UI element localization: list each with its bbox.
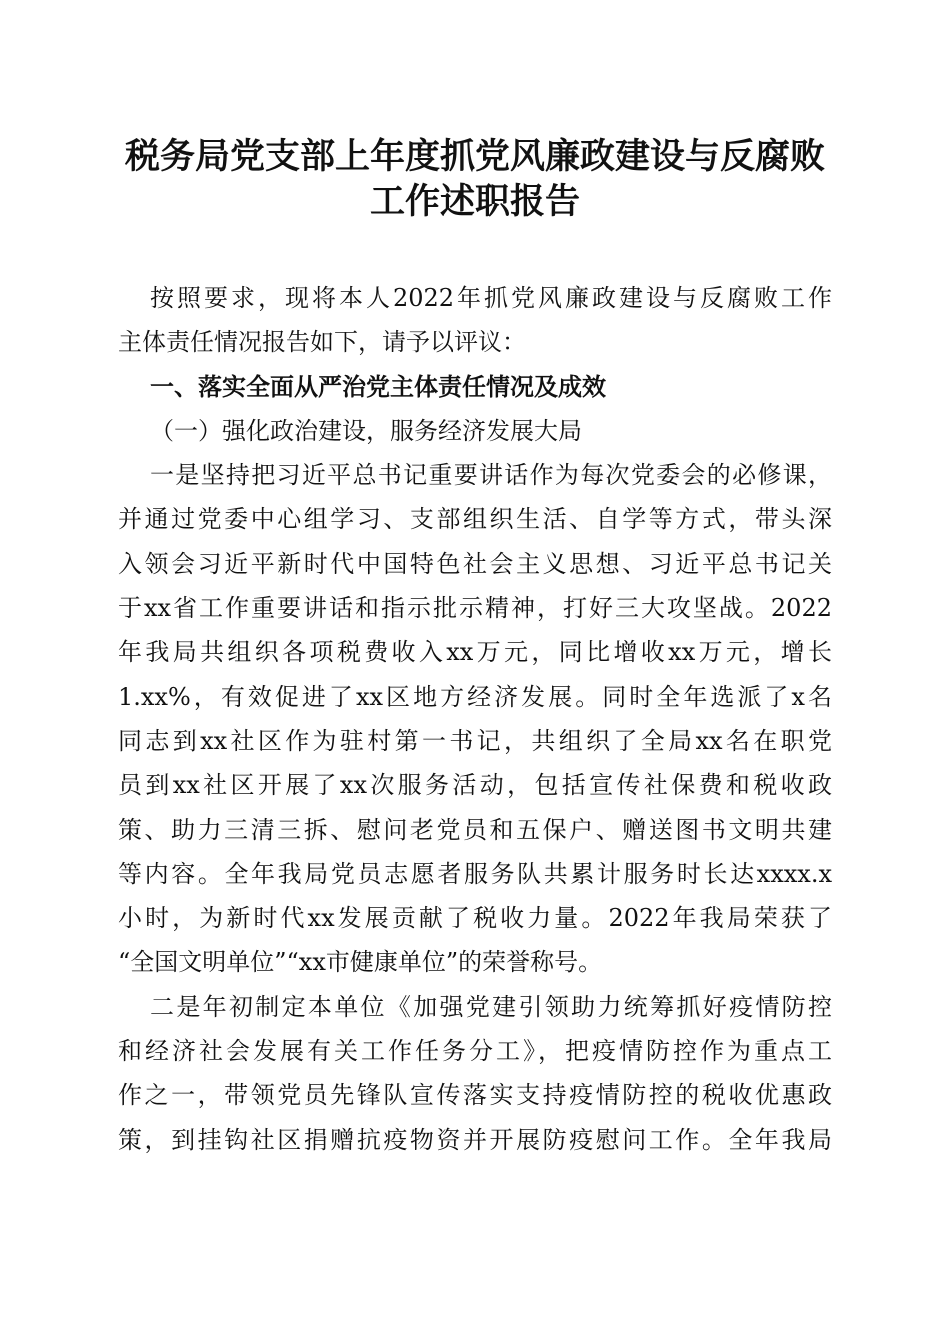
paragraph-line: 于xx省工作重要讲话和指示批示精神，打好三大攻坚战。2022 [118,594,832,623]
title-line: 税务局党支部上年度抓党风廉政建设与反腐败 [124,136,825,177]
paragraph-line: 1.xx%，有效促进了xx区地方经济发展。同时全年选派了x名 [118,682,832,711]
paragraph-line: 并通过党委中心组学习、支部组织生活、自学等方式，带头深 [118,505,832,534]
paragraph-line: “全国文明单位”“xx市健康单位”的荣誉称号。 [118,948,603,977]
section-heading: 一、落实全面从严治党主体责任情况及成效 [150,372,606,401]
paragraph-line: 员到xx社区开展了xx次服务活动，包括宣传社保费和税收政 [118,771,832,800]
paragraph-line: 一是坚持把习近平总书记重要讲话作为每次党委会的必修课， [150,461,832,490]
paragraph-line: 主体责任情况报告如下，请予以评议： [118,328,526,357]
title-line: 工作述职报告 [369,181,580,222]
paragraph-line: 同志到xx社区作为驻村第一书记，共组织了全局xx名在职党 [118,726,832,755]
paragraph-line: 入领会习近平新时代中国特色社会主义思想、习近平总书记关 [118,549,832,578]
document-body [118,276,832,1162]
paragraph-line: 小时，为新时代xx发展贡献了税收力量。2022年我局荣获了 [118,904,832,933]
paragraph-line: 年我局共组织各项税费收入xx万元，同比增收xx万元，增长 [118,638,832,667]
paragraph-line: 和经济社会发展有关工作任务分工》，把疫情防控作为重点工 [118,1037,832,1066]
paragraph-line: 按照要求，现将本人2022年抓党风廉政建设与反腐败工作 [150,284,832,312]
paragraph-line: （一）强化政治建设，服务经济发展大局 [150,416,582,445]
paragraph-line: 策，到挂钩社区捐赠抗疫物资并开展防疫慰问工作。全年我局 [118,1125,832,1154]
paragraph-line: 作之一，带领党员先锋队宣传落实支持疫情防控的税收优惠政 [118,1081,832,1110]
document-title [110,134,840,224]
paragraph-line: 二是年初制定本单位《加强党建引领助力统筹抓好疫情防控 [150,992,832,1021]
paragraph-line: 策、助力三清三拆、慰问老党员和五保户、赠送图书文明共建 [118,815,832,844]
paragraph-line: 等内容。全年我局党员志愿者服务队共累计服务时长达xxxx.x [118,859,832,888]
